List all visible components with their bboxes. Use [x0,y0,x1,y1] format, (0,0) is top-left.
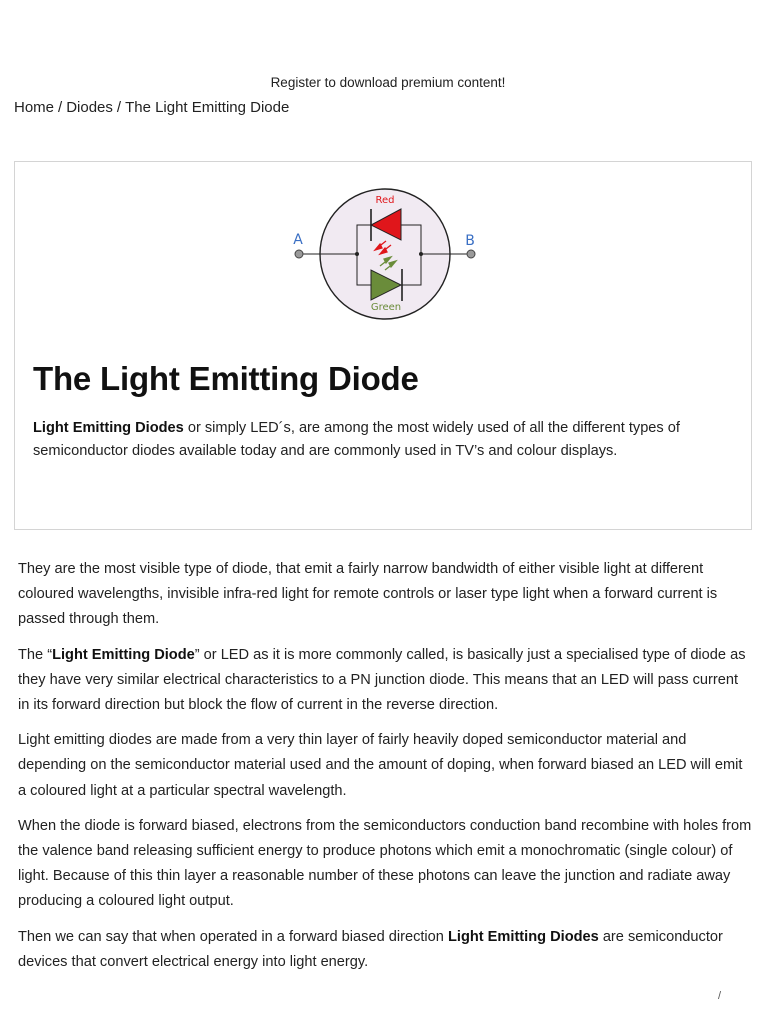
intro-bold-term: Light Emitting Diodes [33,420,184,436]
body-paragraph-2: The “Light Emitting Diode” or LED as it is more commonly called, is basically just a specialised type of diode as they have very similar electrical characteristics to a PN junction diode. This means that an LED will pass current in its forward direction but block the flow of current in the reverse direction. [18,646,746,714]
bicolour-led-diagram [283,184,483,324]
body-paragraph-3: Light emitting diodes are made from a very thin layer of fairly heavily doped semiconductor material and depending on the semiconductor material used and the amount of doping, when forward biased an LED will emit a coloured light at a particular spectral wavelength. [18,732,743,799]
terminal-b [467,250,475,258]
breadcrumb-home[interactable]: Home [14,99,55,116]
register-banner[interactable]: Register to download premium content! [270,75,506,90]
body-paragraph-4: When the diode is forward biased, electrons from the semiconductors conduction band recombine with holes from the valence band releasing sufficient energy to produce photons which emit a monochromatic (single colour) of light. Because of this thin layer a reasonable number of these photons can leave the junction and radiate away producing a coloured light output. [18,817,752,910]
bold-term: Light Emitting Diodes [447,928,599,945]
breadcrumb-current: The Light Emitting Diode [125,99,290,116]
label-red: Red [375,195,395,206]
corner-mark: / [718,990,722,1002]
article-body [18,557,753,985]
breadcrumb-separator: / [58,99,63,116]
label-a: A [293,232,303,248]
breadcrumb-diodes[interactable]: Diodes [66,99,113,116]
terminal-a [295,250,303,258]
body-paragraph-1: They are the most visible type of diode, that emit a fairly narrow bandwidth of either visible light at different coloured wavelengths, invisible infra-red light for remote controls or laser type light when a forward current is passed through them. [18,561,718,628]
label-b: B [465,233,475,249]
intro-paragraph [33,417,733,463]
intro-text: or simply LED´s, are among the most widely used of all the different types of semiconductor diodes available today and are commonly used in TV’s and colour displays. [33,420,680,459]
label-green: Green [370,302,402,313]
page-title: The Light Emitting Diode [33,360,419,397]
breadcrumb-separator: / [116,99,122,116]
body-paragraph-5: Then we can say that when operated in a forward biased direction Light Emitting Diodes are semiconductor devices that convert electrical energy into light energy. [18,928,723,970]
bold-term: Light Emitting Diode [52,646,195,663]
breadcrumb [14,99,289,116]
